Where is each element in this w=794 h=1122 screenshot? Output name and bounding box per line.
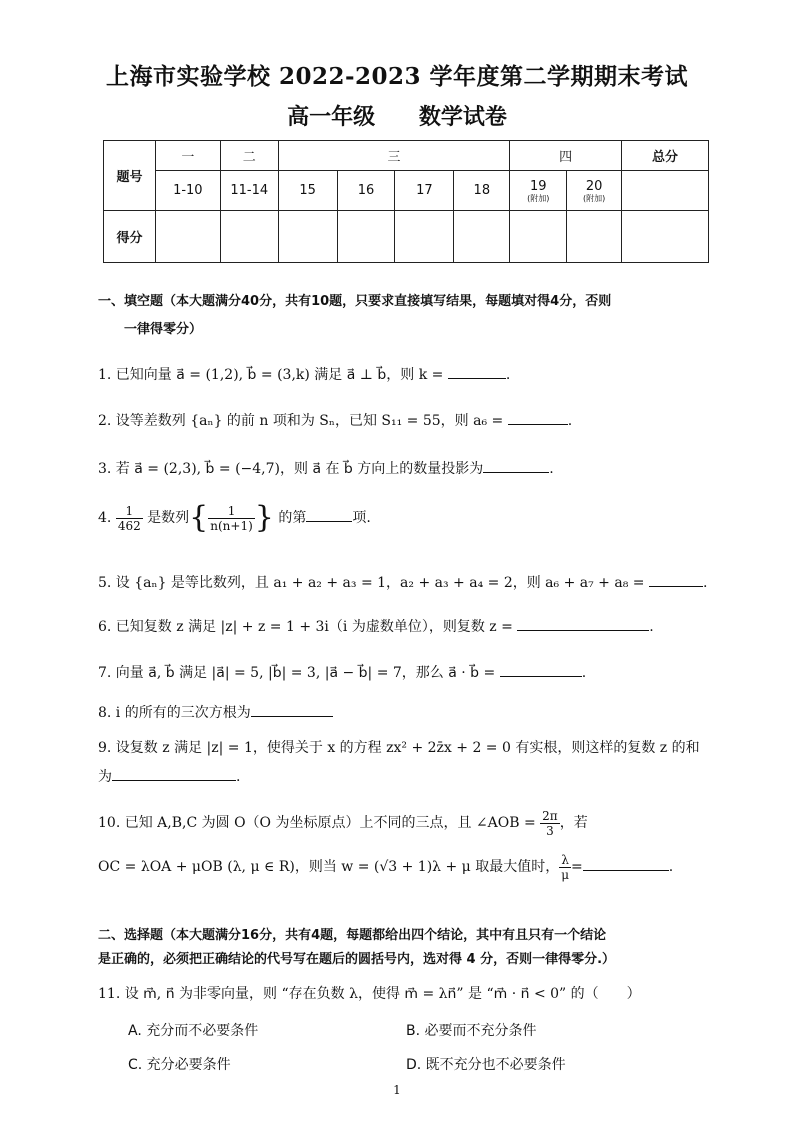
score-input-cell[interactable]: [454, 211, 510, 263]
option-a[interactable]: A. 充分而不必要条件: [128, 1023, 259, 1039]
answer-blank[interactable]: [306, 507, 352, 522]
answer-blank[interactable]: [649, 572, 703, 587]
question-8: 8. i 的所有的三次方根为: [98, 702, 718, 723]
exam-subtitle: [0, 100, 794, 131]
question-2: 2. 设等差数列 {aₙ} 的前 n 项和为 Sₙ，已知 S₁₁ = 55，则 a₆ = .: [98, 410, 718, 431]
answer-blank[interactable]: [112, 766, 236, 781]
answer-blank[interactable]: [583, 856, 669, 871]
answer-blank[interactable]: [448, 364, 506, 379]
answer-blank[interactable]: [251, 702, 333, 717]
group-4: 四: [510, 141, 622, 171]
grade-label: 高一年级: [287, 104, 376, 130]
section1-heading: 一、填空题（本大题满分40分，共有10题，只要求直接填写结果，每题填对得4分，否则: [98, 294, 612, 309]
question-10: 10. 已知 A,B,C 为圆 O（O 为坐标原点）上不同的三点，且 ∠AOB = $\frac{2\pi}{3}$ ，若: [98, 808, 588, 838]
question-4: 4. $\frac{1}{462}$ 是数列{ $\frac{1}{n(n+1)}$ } 的第 项.: [98, 500, 371, 535]
row-label-number: 题号: [104, 141, 156, 211]
fraction: $\frac{1}{n(n+1)}$: [210, 503, 253, 533]
fraction: $\frac{1}{462}$: [117, 503, 141, 533]
section2-heading-cont: 是正确的，必须把正确结论的代号写在题后的圆括号内，选对得 4 分，否则一律得零分.）: [98, 952, 616, 967]
score-input-cell[interactable]: [278, 211, 337, 263]
number-cell: 15: [278, 171, 337, 211]
number-cell: 18: [454, 171, 510, 211]
option-c[interactable]: C. 充分必要条件: [128, 1057, 231, 1073]
note-label: (附加): [583, 193, 606, 203]
page-number: 1: [393, 1083, 401, 1097]
score-input-cell[interactable]: [337, 211, 395, 263]
question-3: 3. 若 a⃗ = (2,3), b⃗ = (−4,7)，则 a⃗ 在 b⃗ 方向上的数量投影为 .: [98, 458, 718, 479]
score-input-cell[interactable]: [567, 211, 622, 263]
note-label: (附加): [527, 193, 550, 203]
answer-blank[interactable]: [483, 458, 549, 473]
exam-title: 上海市实验学校 2022-2023 学年度第二学期期末考试: [105, 63, 689, 90]
question-7: 7. 向量 a⃗, b⃗ 满足 |a⃗| = 5, |b⃗| = 3, |a⃗ − b⃗| = 7，那么 a⃗ · b⃗ = .: [98, 662, 718, 683]
score-input-cell[interactable]: [622, 211, 709, 263]
answer-blank[interactable]: [500, 662, 582, 677]
question-9: 9. 设复数 z 满足 |z| = 1，使得关于 x 的方程 zx² + 2z̄x + 2 = 0 有实根，则这样的复数 z 的和: [98, 740, 700, 756]
answer-blank[interactable]: [508, 410, 568, 425]
question-9-cont: 为 .: [98, 766, 718, 787]
group-2: 二: [220, 141, 278, 171]
group-1: 一: [155, 141, 220, 171]
section2-heading: 二、选择题（本大题满分16分，共有4题，每题都给出四个结论，其中有且只有一个结论: [98, 928, 607, 943]
group-total: 总分: [622, 141, 709, 171]
number-cell: 16: [337, 171, 395, 211]
question-6: 6. 已知复数 z 满足 |z| + z = 1 + 3i（i 为虚数单位），则复数 z = .: [98, 616, 718, 637]
score-table: [103, 140, 709, 263]
section1-heading-cont: 一律得零分）: [124, 322, 203, 337]
subject-label: 数学试卷: [418, 104, 507, 130]
score-input-cell[interactable]: [510, 211, 567, 263]
number-cell: 11-14: [220, 171, 278, 211]
number-cell: 19 (附加): [510, 171, 567, 211]
score-input-cell[interactable]: [155, 211, 220, 263]
group-3: 三: [278, 141, 510, 171]
question-1: 1. 已知向量 a⃗ = (1,2), b⃗ = (3,k) 满足 a⃗ ⊥ b⃗，则 k = .: [98, 364, 718, 385]
total-cell: [622, 171, 709, 211]
question-5: 5. 设 {aₙ} 是等比数列，且 a₁ + a₂ + a₃ = 1，a₂ + a₃ + a₄ = 2，则 a₆ + a₇ + a₈ = .: [98, 572, 718, 593]
fraction: $\frac{\lambda}{\mu}$: [561, 852, 570, 882]
number-cell: 17: [395, 171, 454, 211]
option-d[interactable]: D. 既不充分也不必要条件: [406, 1057, 566, 1073]
number-cell: 1-10: [155, 171, 220, 211]
option-b[interactable]: B. 必要而不充分条件: [406, 1023, 537, 1039]
score-input-cell[interactable]: [220, 211, 278, 263]
question-11: 11. 设 m⃗, n⃗ 为非零向量，则 “存在负数 λ，使得 m⃗ = λn⃗” 是 “m⃗ · n⃗ < 0” 的（ ）: [98, 986, 641, 1002]
number-cell: 20 (附加): [567, 171, 622, 211]
row-label-score: 得分: [104, 211, 156, 263]
question-10-cont: OC = λOA + μOB (λ, μ ∈ R)，则当 w = (√3 + 1)λ + μ 取最大值时， $\frac{\lambda}{\mu}$ = .: [98, 852, 674, 882]
fraction: $\frac{2\pi}{3}$: [542, 808, 558, 838]
score-input-cell[interactable]: [395, 211, 454, 263]
answer-blank[interactable]: [517, 616, 649, 631]
